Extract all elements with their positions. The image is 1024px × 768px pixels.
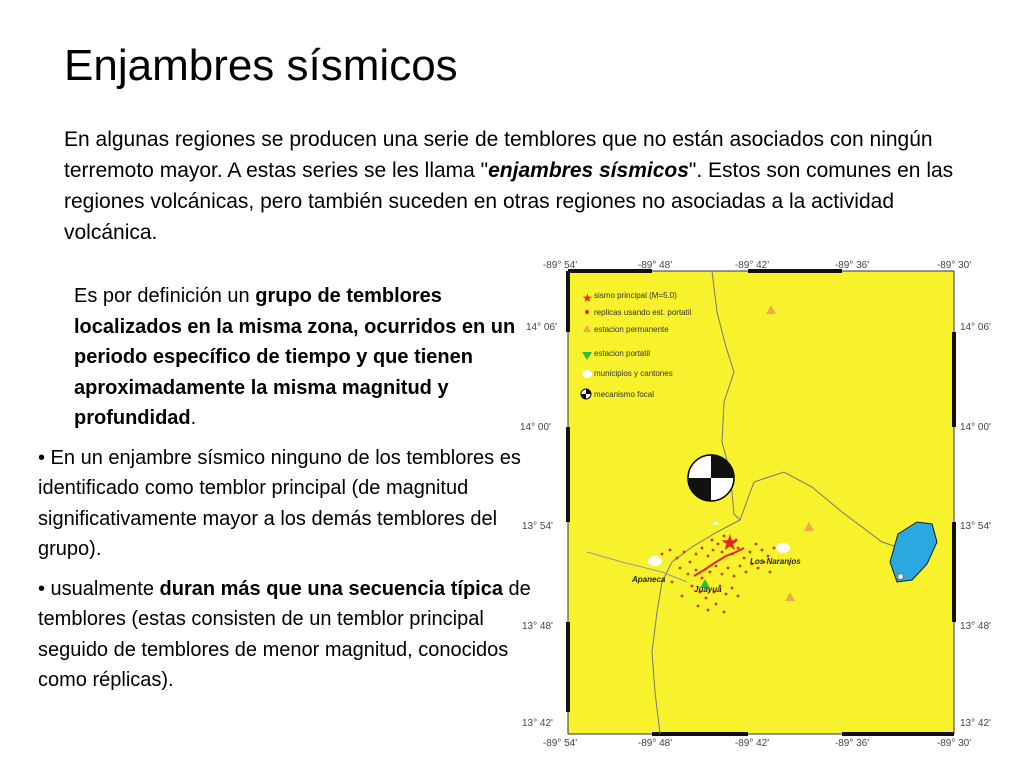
small-marker <box>714 522 718 525</box>
definition-paragraph <box>38 281 550 434</box>
town-los-naranjos-marker <box>776 543 790 553</box>
focal-mechanism-beachball <box>688 455 734 501</box>
legend-portable-station: estacion portatil <box>594 349 651 358</box>
lon-label-bottom-3: -89° 42' <box>734 738 770 748</box>
main-shock-star-icon: ★ <box>720 530 740 555</box>
legend-focal-icon <box>581 389 591 399</box>
bullet-duration <box>38 574 550 696</box>
town-apaneca-marker <box>648 556 662 566</box>
legend-towns: municipios y cantones <box>594 369 673 378</box>
intro-text-1: En algunas regiones se producen una serie de temblores que no están asociados con ningún terremoto mayor. A estas series se les llama " <box>64 128 933 182</box>
lon-label-bottom-1: -89° 54' <box>542 738 578 748</box>
slide-title: Enjambres sísmicos <box>64 41 458 90</box>
text-column <box>38 281 550 705</box>
lon-label-bottom-5: -89° 30' <box>936 738 972 748</box>
lon-label-top-4: -89° 36' <box>834 260 870 271</box>
bullet2-rest: de temblores (estas consisten de un temblor principal seguido de temblores de menor magnitud, conocidos como réplicas). <box>38 577 531 691</box>
lat-label-left-5: 13° 42' <box>522 718 553 729</box>
lat-label-right-4: 13° 48' <box>960 621 991 632</box>
lon-label-top-5: -89° 30' <box>936 260 972 271</box>
map-land <box>568 271 954 734</box>
lat-label-left-1: 14° 06' <box>526 322 557 333</box>
legend-permanent-station: estacion permanente <box>594 325 669 334</box>
lat-label-left-2: 14° 00' <box>520 422 551 433</box>
lat-label-right-5: 13° 42' <box>960 718 991 729</box>
label-apaneca: Apaneca <box>632 575 666 584</box>
legend-focal-mechanism: mecanismo focal <box>594 390 655 399</box>
definition-end: . <box>190 407 197 429</box>
lat-label-left-4: 13° 48' <box>522 621 553 632</box>
intro-text-2: ". Estos son comunes en las regiones volcánicas, pero también suceden en otras regiones no asociadas a la actividad volcánica. <box>64 159 954 244</box>
intro-emphasis: enjambres sísmicos <box>488 159 689 182</box>
legend-star-icon: ★ <box>582 291 593 305</box>
lon-label-bottom-2: -89° 48' <box>637 738 673 748</box>
bullet2-lead: • usualmente <box>38 577 160 600</box>
label-los-naranjos: Los Naranjos <box>750 557 801 566</box>
lat-label-right-1: 14° 06' <box>960 322 991 333</box>
bullet2-bold: duran más que una secuencia típica <box>159 577 503 600</box>
legend-town-icon <box>582 370 592 378</box>
intro-paragraph <box>64 124 974 248</box>
lat-label-right-2: 14° 00' <box>960 422 991 433</box>
lon-label-bottom-4: -89° 36' <box>834 738 870 748</box>
legend-main-shock: sismo principal (M=5.0) <box>594 291 677 300</box>
definition-lead: Es por definición un <box>74 285 256 307</box>
legend-dot-icon <box>585 310 589 314</box>
lon-label-top-2: -89° 48' <box>637 260 673 271</box>
lat-label-left-3: 13° 54' <box>522 521 553 532</box>
lat-label-right-3: 13° 54' <box>960 521 991 532</box>
legend-aftershocks: replicas usando est. portatil <box>594 308 692 317</box>
bullet-no-main-shock: • En un enjambre sísmico ninguno de los temblores es identificado como temblor principal (de magnitud significativamente mayor a los demás temblores del grupo). <box>38 446 521 560</box>
lon-label-top-3: -89° 42' <box>734 260 770 271</box>
lon-label-top-1: -89° 54' <box>542 260 578 271</box>
definition-bold: grupo de temblores localizados en la misma zona, ocurridos en un periodo específico de tiempo y que tienen aproximadamente la misma magnitud y profundidad <box>74 285 516 429</box>
lake-station-marker <box>898 574 903 579</box>
label-juayua: Juayua <box>694 585 722 594</box>
seismic-swarm-map <box>512 252 1010 748</box>
